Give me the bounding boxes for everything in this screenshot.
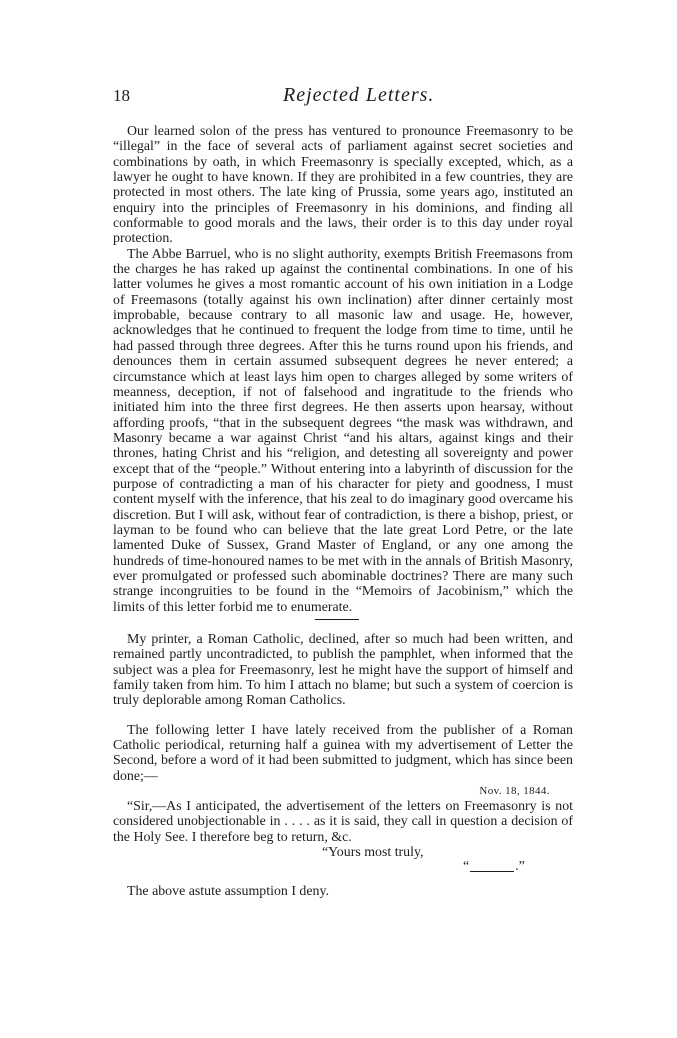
paragraph-following-letter: The following letter I have lately received from the publisher of a Roman Catholic periodical, returning half a guinea with my advertisement of Letter the Second, before a word of it had been submitted to judgment, which has since been done;— [113, 722, 573, 784]
paragraph-barruel: The Abbe Barruel, who is no slight authority, exempts British Freemasons from the charges he has raked up against the continental combinations. In one of his latter volumes he gives a most romantic account of his own initiation in a Lodge of Freemasons (totally against his own inclination) after dinner certainly most improbable, because contrary to all masonic law and usage. He, however, acknowledges that he continued to frequent the lodge from time to time, until he had passed through three degrees. After this he turns round upon his friends, and denounces them in certain assumed subsequent degrees he never entered; a circumstance which at least lays him open to charges alleged by some writers of meanness, deception, if not of falsehood and ingratitude to the friends who initiated him into the three first degrees. He then asserts upon hearsay, without affording proofs, “that in the subsequent degrees “the mask was withdrawn, and Masonry became a war against Christ “and his altars, against kings and their thrones, hating Christ and his “religion, and detesting all sovereignty and power except that of the “people.” Without entering into a labyrinth of discussion for the purpose of contradicting a man of his character for piety and goodness, I must content myself with the inference, that his zeal to do imaginary good overcame his discretion. But I will ask, without fear of contradiction, is there a bishop, priest, or layman to be found who can believe that the late great Lord Petre, or the late lamented Duke of Sussex, Grand Master of England, or any one among the hundreds of time-honoured names to be met with in the annals of British Masonry, ever promulgated or professed such abominable doctrines? There are many such strange incongruities to be found in the “Memoirs of Jacobinism,” which the limits of this letter forbid me to enumerate. [113, 246, 573, 615]
signature-close-quote: .” [515, 859, 525, 875]
signature-blank [470, 862, 514, 872]
page-header [113, 86, 573, 110]
closing-line: The above astute assumption I deny. [127, 884, 330, 900]
letter-signature [113, 860, 573, 874]
paragraph-printer: My printer, a Roman Catholic, declined, after so much had been written, and remained partly uncontradicted, to publish the pamphlet, when informed that the subject was a plea for Freemasonry, lest he might have the support of himself and family taken from him. To him I attach no blame; but such a system of coercion is truly deplorable among Roman Catholics. [113, 632, 573, 709]
page-body [113, 124, 573, 899]
letter-body: “Sir,—As I anticipated, the advertisement of the letters on Freemasonry is not considered unobjectionable in . . . . as it is said, they call in question a decision of the Holy See. I therefore beg to return, &c. [113, 799, 573, 845]
page-number: 18 [113, 86, 130, 105]
letter-date: Nov. 18, 1844. [479, 785, 550, 798]
section-divider [113, 615, 573, 624]
letter-signoff: “Yours most truly, [322, 845, 424, 861]
running-head: Rejected Letters. [283, 84, 435, 106]
signature-open-quote: “ [463, 859, 470, 875]
paragraph-solon: Our learned solon of the press has ventured to pronounce Freemasonry to be “illegal” in the face of several acts of parliament against secret societies and combinations by oath, in which Freemasonry is specially excepted, which, as a lawyer he ought to have known. If they are prohibited in a few countries, they are protected in most others. The late king of Prussia, some years ago, instituted an enquiry into the principles of Freemasonry in his dominions, and finding all conformable to good morals and the laws, their order is to this day under royal protection. [113, 124, 573, 247]
